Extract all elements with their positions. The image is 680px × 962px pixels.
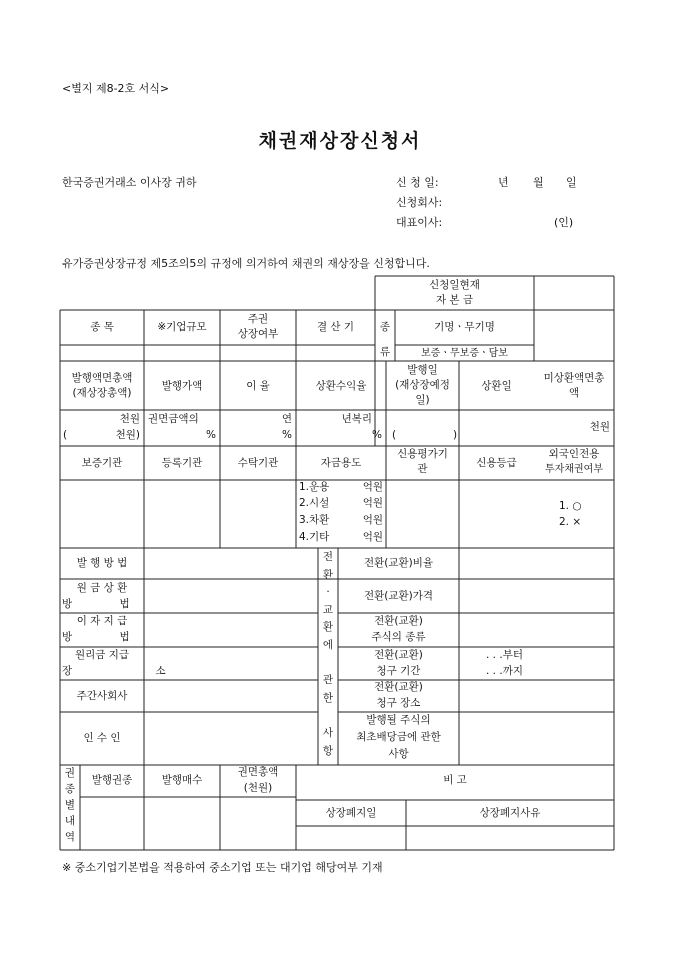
- conversion-period-line2: 청구 기간: [376, 665, 421, 677]
- denomination-kind-label: 발행권종: [91, 774, 133, 786]
- issue-total-line1: 발행액면총액: [71, 372, 133, 384]
- credit-agency-line1: 신용평가기: [397, 448, 448, 460]
- remarks-label: 비 고: [443, 774, 467, 786]
- application-statement: 유가증권상장규정 제5조의5의 규정에 의거하여 채권의 재상장을 신청합니다.: [62, 257, 430, 270]
- face-ratio-label: 권면금액의: [148, 413, 199, 425]
- apply-date-label: 신 청 일:: [396, 176, 439, 189]
- conversion-price-label: 전환(교환)가격: [363, 590, 434, 602]
- compound-pct: %: [372, 429, 382, 441]
- month-label: 월: [533, 176, 544, 189]
- underwriter-label: 주간사회사: [76, 690, 128, 702]
- won-paren-close: 천원): [115, 429, 140, 441]
- delisting-reason-label: 상장폐지사유: [479, 807, 541, 819]
- credit-grade-label: 신용등급: [476, 457, 517, 469]
- trustee-label: 수탁기관: [237, 457, 279, 469]
- issue-price-label: 발행가액: [161, 380, 203, 392]
- day-label: 일: [566, 176, 577, 189]
- face-ratio-pct: %: [206, 429, 216, 441]
- capital-header-line1: 신청일현재: [429, 279, 480, 291]
- fund-use-2: 2.시설: [299, 497, 330, 509]
- conversion-kind-line1: 전환(교환): [374, 615, 423, 627]
- denomination-side-char: 권: [64, 767, 76, 779]
- unredeemed-line2: 액: [568, 387, 580, 399]
- fund-use-3-unit: 억원: [362, 514, 383, 526]
- acquirer-label: 인 수 인: [83, 732, 121, 744]
- foreign-option-yes: 1. ○: [559, 500, 582, 512]
- dividend-line2: 최초배당금에 관한: [356, 731, 441, 743]
- item-label: 종 목: [90, 321, 114, 333]
- conversion-period-line1: 전환(교환): [374, 649, 423, 661]
- delisting-date-label: 상장폐지일: [325, 807, 377, 819]
- conversion-side-char: 환: [322, 621, 334, 634]
- fund-use-4-unit: 억원: [362, 531, 383, 543]
- period-from: . . .부터: [486, 649, 523, 661]
- interest-method-line1: 이 자 지 급: [76, 615, 128, 627]
- dividend-line1: 발행될 주식의: [366, 714, 431, 726]
- won-unit-right: 천원: [589, 421, 610, 433]
- denomination-side-char: 역: [64, 831, 76, 843]
- capital-header-line2: 자 본 금: [435, 294, 474, 306]
- principal-method-line1: 원 금 상 환: [76, 582, 128, 594]
- won-unit: 천원: [119, 413, 140, 425]
- principal-method-text: 방 법: [62, 598, 152, 610]
- issue-date-line3: 일): [415, 394, 430, 406]
- interest-method-text: 방 법: [62, 631, 152, 643]
- fund-use-4: 4.기타: [299, 531, 330, 543]
- conversion-side-char: 교: [322, 603, 334, 616]
- denomination-count-label: 발행매수: [161, 774, 203, 786]
- issue-date-paren-close: ): [453, 429, 458, 441]
- yield-label: 상환수익율: [315, 380, 367, 392]
- year-label: 년: [498, 176, 509, 189]
- unredeemed-line1: 미상환액면총: [543, 372, 605, 384]
- fiscal-label: 결 산 기: [316, 321, 355, 333]
- period-to: . . .까지: [486, 665, 523, 677]
- issue-total-line2: (재상장총액): [72, 387, 132, 399]
- payment-place-line1: 원리금 지급: [74, 649, 130, 661]
- named-type-label: 기명ㆍ무기명: [434, 321, 495, 333]
- form-label: <별지 제8-2호 서식>: [62, 82, 170, 95]
- conversion-side-char: 환: [322, 568, 334, 581]
- conversion-side-char: 한: [322, 691, 334, 704]
- conversion-side-char: 에: [322, 639, 334, 651]
- conversion-side-char: 항: [322, 744, 334, 757]
- listed-stock-line1: 주권: [247, 313, 269, 325]
- issue-method-label: 발 행 방 법: [76, 557, 128, 569]
- listed-stock-line2: 상장여부: [237, 328, 279, 340]
- fund-use-3: 3.차환: [299, 514, 330, 526]
- foreign-line2: 투자채권여부: [545, 464, 603, 475]
- recipient: 한국증권거래소 이사장 귀하: [62, 176, 197, 189]
- conversion-place-line2: 청구 장소: [376, 697, 421, 709]
- dividend-line3: 사항: [388, 748, 409, 760]
- credit-agency-line2: 관: [417, 463, 428, 475]
- payment-place-text: 장 소: [62, 665, 206, 677]
- company-label: 신청회사:: [396, 196, 443, 209]
- fund-use-2-unit: 억원: [362, 497, 383, 509]
- denomination-total-line2: (천원): [243, 782, 273, 794]
- interest-rate-label: 이 율: [246, 380, 270, 392]
- conversion-side-char: 관: [322, 674, 334, 687]
- issue-date-line2: (재상장예정: [395, 379, 450, 391]
- type-label-2: 류: [379, 346, 391, 358]
- type-label-1: 종: [379, 321, 391, 333]
- issue-date-line1: 발행일: [407, 364, 438, 376]
- payment-place-line2: [62, 665, 206, 678]
- annual-label: 연: [281, 413, 292, 425]
- fund-use-1-unit: 억원: [362, 481, 383, 493]
- denomination-side-char: 종: [64, 783, 76, 795]
- conversion-place-line1: 전환(교환): [374, 681, 423, 693]
- redemption-date-label: 상환일: [481, 380, 512, 392]
- conversion-side-char: ·: [326, 586, 330, 599]
- foreign-line1: 외국인전용: [548, 448, 600, 460]
- fund-use-1: 1.운용: [299, 481, 330, 493]
- guarantee-type-label: 보증ㆍ무보증ㆍ담보: [421, 348, 508, 359]
- conversion-kind-line2: 주식의 종류: [371, 631, 426, 643]
- foreign-option-no: 2. ×: [559, 516, 582, 528]
- denomination-side-char: 내: [64, 815, 76, 827]
- page-title: 채권재상장신청서: [258, 130, 422, 152]
- company-size-label: ※기업규모: [157, 321, 207, 333]
- denomination-total-line1: 권면총액: [237, 766, 279, 778]
- fund-use-label: 자금용도: [320, 457, 362, 469]
- denomination-side-char: 별: [64, 799, 76, 811]
- ceo-label: 대표이사:: [396, 216, 443, 229]
- won-paren-open: (: [63, 429, 68, 441]
- conversion-side-char: 전: [322, 551, 334, 563]
- issue-date-paren-open: (: [392, 429, 397, 441]
- registrar-label: 등록기관: [161, 457, 203, 469]
- compound-label: 년복리: [341, 413, 372, 425]
- interest-method-line2: [62, 631, 152, 644]
- footnote: ※ 중소기업기본법을 적용하여 중소기업 또는 대기업 해당여부 기재: [62, 861, 383, 874]
- guarantor-label: 보증기관: [81, 457, 123, 469]
- annual-pct: %: [282, 429, 292, 441]
- conversion-side-char: 사: [322, 727, 334, 739]
- conversion-ratio-label: 전환(교환)비율: [363, 557, 434, 569]
- principal-method-line2: [62, 598, 152, 611]
- seal-mark: (인): [554, 216, 574, 229]
